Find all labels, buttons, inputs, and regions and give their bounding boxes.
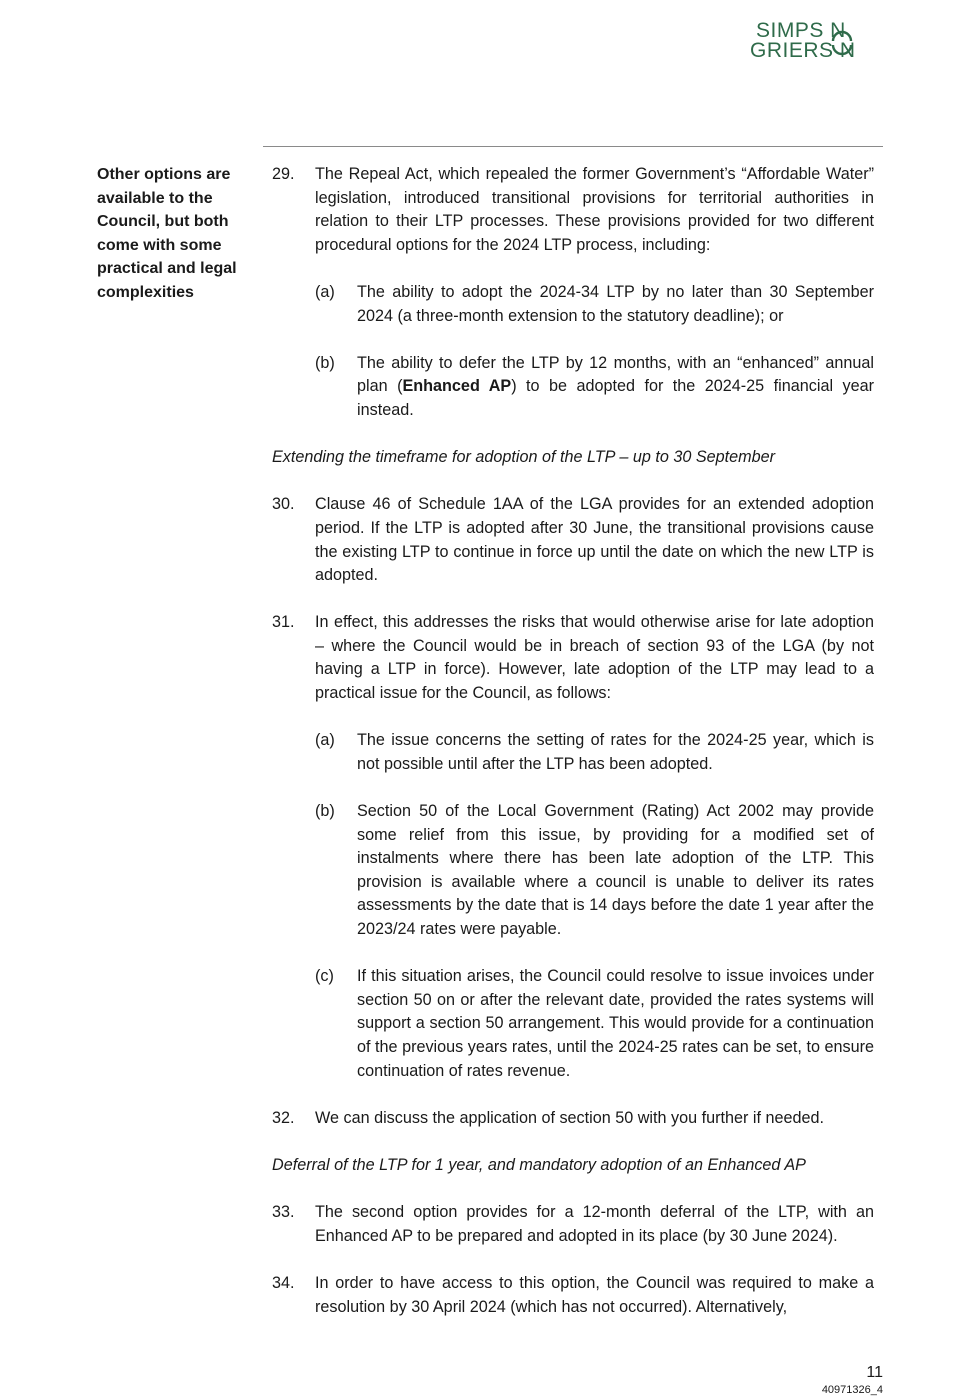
paragraph-number: 32. bbox=[272, 1108, 295, 1127]
paragraph-number: 30. bbox=[272, 495, 295, 514]
section-heading-extending: Extending the timeframe for adoption of the LTP – up to 30 September bbox=[272, 448, 776, 467]
paragraph-text: In effect, this addresses the risks that would otherwise arise for late adoption – where the Council would be in breach of section 93 of the LGA (by not having a LTP in force). However, late adoption of the LTP may lead to a practical issue for the Council, as follows: bbox=[315, 613, 874, 703]
paragraph-text: Clause 46 of Schedule 1AA of the LGA provides for an extended adoption period. If the LTP is adopted after 30 June, the transitional provisions cause the existing LTP to continue in force up until the date on which the new LTP is adopted. bbox=[315, 495, 874, 585]
subparagraph-text: The issue concerns the setting of rates for the 2024-25 year, which is not possible until after the LTP has been adopted. bbox=[357, 731, 874, 773]
margin-note: Other options are available to the Council, but both come with some practical and legal complexities bbox=[97, 166, 237, 301]
subparagraph-number: (c) bbox=[315, 967, 334, 986]
paragraph-30 bbox=[272, 493, 874, 587]
section-heading-deferral: Deferral of the LTP for 1 year, and mandatory adoption of an Enhanced AP bbox=[272, 1155, 806, 1174]
company-logo bbox=[748, 18, 888, 66]
paragraph-32 bbox=[272, 1107, 874, 1131]
subparagraph-29b bbox=[272, 352, 874, 423]
logo-line-2: GRIERS N bbox=[750, 39, 856, 62]
logo-line-1: SIMPS N bbox=[756, 19, 846, 42]
paragraph-31 bbox=[272, 611, 874, 705]
page-number: 11 bbox=[866, 1364, 883, 1381]
paragraph-number: 33. bbox=[272, 1203, 295, 1222]
text-after-term: ) to be adopted for the 2024-25 financial year instead. bbox=[357, 377, 874, 419]
logo-mark-icon bbox=[830, 22, 854, 64]
subparagraph-text bbox=[357, 354, 874, 419]
paragraph-number: 31. bbox=[272, 613, 295, 632]
document-body bbox=[272, 163, 874, 1343]
paragraph-text: The Repeal Act, which repealed the former Government’s “Affordable Water” legislation, introduced transitional provisions for territorial authorities in relation to their LTP processes. These provisions provided for two different procedural options for the 2024 LTP process, including: bbox=[315, 165, 874, 254]
text-before-term: The ability to defer the LTP by 12 months, with an “enhanced” annual plan ( bbox=[357, 353, 874, 396]
document-reference: 40971326_4 bbox=[821, 1384, 883, 1396]
paragraph-text: The second option provides for a 12-month deferral of the LTP, with an Enhanced AP to be prepared and adopted in its place (by 30 June 2024). bbox=[315, 1203, 874, 1245]
subparagraph-31a bbox=[272, 729, 874, 776]
subparagraph-number: (a) bbox=[315, 282, 335, 301]
subparagraph-text: If this situation arises, the Council could resolve to issue invoices under section 50 on or after the relevant date, provided the rates systems will support a section 50 arrangement. This would provide for a continuation of the previous years rates, until the 2024-25 rates can be set, to ensure continuation of rates revenue. bbox=[357, 967, 874, 1080]
paragraph-34 bbox=[272, 1272, 874, 1319]
defined-term: Enhanced AP bbox=[402, 377, 512, 396]
paragraph-text: In order to have access to this option, the Council was required to make a resolution by 30 April 2024 (which has not occurred). Alternatively, bbox=[315, 1273, 874, 1316]
subparagraph-number: (b) bbox=[315, 353, 335, 372]
subparagraph-31c bbox=[272, 965, 874, 1083]
paragraph-number: 29. bbox=[272, 165, 295, 183]
subparagraph-29a bbox=[272, 281, 874, 328]
subparagraph-number: (b) bbox=[315, 802, 335, 821]
subparagraph-text: Section 50 of the Local Government (Rating) Act 2002 may provide some relief from this issue, by providing for a modified set of instalments where there has been late adoption of the LTP. This provision is available where a council is unable to deliver its rates assessments by the date that is 14 days before the date 1 year after the 2023/24 rates were payable. bbox=[357, 802, 874, 938]
paragraph-text: We can discuss the application of section 50 with you further if needed. bbox=[315, 1108, 825, 1127]
subparagraph-31b bbox=[272, 800, 874, 942]
header-rule bbox=[263, 146, 883, 147]
subparagraph-text: The ability to adopt the 2024-34 LTP by no later than 30 September 2024 (a three-month extension to the statutory deadline); or bbox=[357, 282, 874, 325]
subparagraph-number: (a) bbox=[315, 731, 335, 750]
paragraph-29 bbox=[272, 163, 874, 257]
paragraph-33 bbox=[272, 1201, 874, 1248]
paragraph-number: 34. bbox=[272, 1273, 295, 1292]
